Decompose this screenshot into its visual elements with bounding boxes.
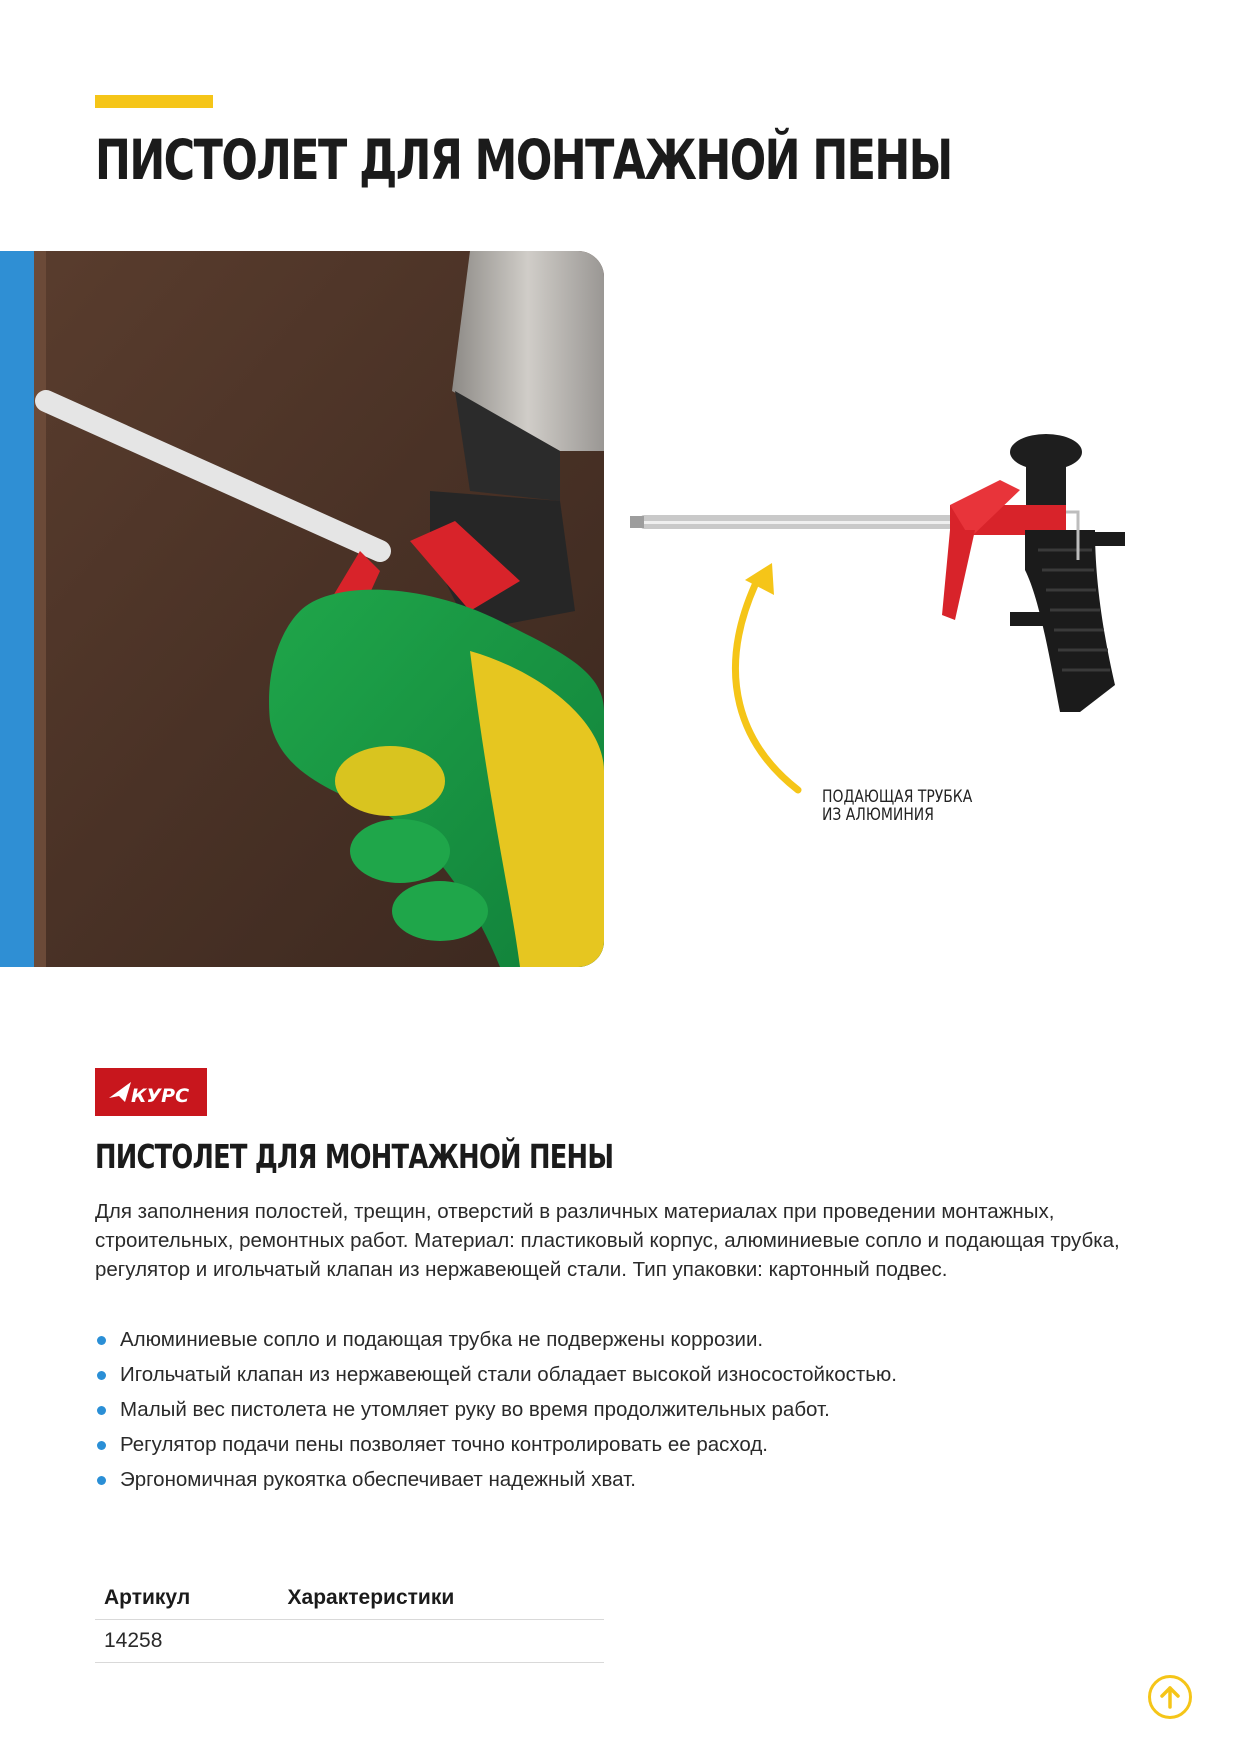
tube-callout-label	[822, 788, 972, 824]
table-row	[95, 1620, 604, 1663]
scroll-to-top-button[interactable]	[1148, 1675, 1192, 1719]
feature-item: Эргономичная рукоятка обеспечивает надежный хват.	[95, 1462, 897, 1497]
feature-item: Алюминиевые сопло и подающая трубка не подвержены коррозии.	[95, 1322, 897, 1357]
title-accent-bar	[95, 95, 213, 108]
column-header-article: Артикул	[95, 1578, 279, 1620]
brand-logo	[95, 1068, 207, 1116]
product-name: ПИСТОЛЕТ ДЛЯ МОНТАЖНОЙ ПЕНЫ	[95, 1137, 614, 1176]
callout-line-2: ИЗ АЛЮМИНИЯ	[822, 805, 934, 825]
article-cell: 14258	[95, 1620, 279, 1663]
feature-item: Малый вес пистолета не утомляет руку во время продолжительных работ.	[95, 1392, 897, 1427]
spec-header-row	[95, 1578, 604, 1620]
arrow-up-icon	[1151, 1678, 1189, 1716]
column-header-characteristics: Характеристики	[279, 1578, 604, 1620]
feature-list	[95, 1322, 897, 1497]
callout-arrow	[700, 555, 840, 805]
product-description: Для заполнения полостей, трещин, отверстий в различных материалах при проведении монтажных, строительных, ремонтных работ. Материал: пластиковый корпус, алюминиевые сопло и подающая трубка, регулятор и игольчатый клапан из нержавеющей стали. Тип упаковки: картонный подвес.	[95, 1200, 1120, 1281]
callout-line-1: ПОДАЮЩАЯ ТРУБКА	[822, 787, 973, 807]
feature-item: Игольчатый клапан из нержавеющей стали обладает высокой износостойкостью.	[95, 1357, 897, 1392]
spec-table	[95, 1578, 604, 1663]
page-title: ПИСТОЛЕТ ДЛЯ МОНТАЖНОЙ ПЕНЫ	[95, 128, 952, 192]
characteristics-cell	[279, 1620, 604, 1663]
feature-item: Регулятор подачи пены позволяет точно контролировать ее расход.	[95, 1427, 897, 1462]
svg-text:КУРС: КУРС	[131, 1085, 190, 1107]
foam-gun-in-hand-photo	[0, 251, 604, 967]
